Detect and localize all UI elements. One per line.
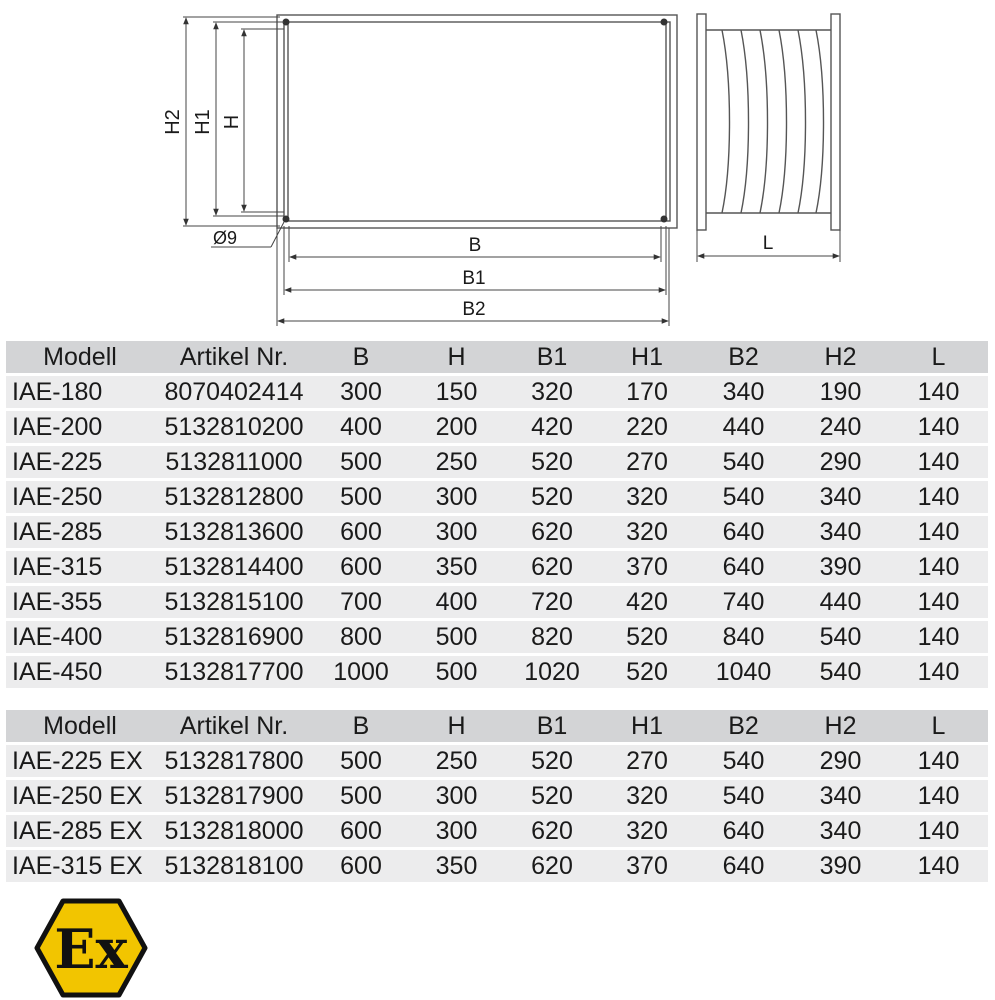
table-row bbox=[6, 656, 988, 688]
table-cell: IAE-250 bbox=[6, 481, 154, 513]
table-cell: 1000 bbox=[314, 656, 408, 688]
table-cell: 700 bbox=[314, 586, 408, 618]
table-cell: 5132817800 bbox=[154, 745, 314, 777]
column-header: H2 bbox=[792, 710, 889, 742]
table-cell: IAE-225 bbox=[6, 446, 154, 478]
table-cell: IAE-400 bbox=[6, 621, 154, 653]
table-cell: 620 bbox=[505, 850, 599, 882]
side-view bbox=[697, 14, 840, 230]
table-cell: 350 bbox=[408, 551, 505, 583]
table-cell: 300 bbox=[408, 481, 505, 513]
table-cell: IAE-315 bbox=[6, 551, 154, 583]
table-cell: 620 bbox=[505, 516, 599, 548]
table-row bbox=[6, 815, 988, 847]
table-cell: 5132817900 bbox=[154, 780, 314, 812]
dimension-label-l: L bbox=[762, 233, 774, 254]
table-cell: 720 bbox=[505, 586, 599, 618]
table-cell: IAE-315 EX bbox=[6, 850, 154, 882]
table-row bbox=[6, 551, 988, 583]
table-cell: 640 bbox=[695, 815, 792, 847]
dimension-label-b1: B1 bbox=[462, 268, 486, 289]
table-cell: 500 bbox=[314, 481, 408, 513]
table-cell: 520 bbox=[505, 745, 599, 777]
table-cell: 620 bbox=[505, 815, 599, 847]
table-cell: 400 bbox=[408, 586, 505, 618]
table-cell: IAE-180 bbox=[6, 376, 154, 408]
table-cell: 520 bbox=[599, 656, 695, 688]
table-cell: IAE-225 EX bbox=[6, 745, 154, 777]
table-cell: 140 bbox=[889, 621, 988, 653]
table-cell: 740 bbox=[695, 586, 792, 618]
mounting-holes bbox=[283, 19, 668, 223]
table-cell: 370 bbox=[599, 850, 695, 882]
column-header: B bbox=[314, 341, 408, 373]
table-cell: 500 bbox=[408, 621, 505, 653]
table-cell: 600 bbox=[314, 551, 408, 583]
table-cell: 340 bbox=[792, 481, 889, 513]
table-cell: 320 bbox=[599, 815, 695, 847]
table-cell: 340 bbox=[792, 516, 889, 548]
table-cell: 320 bbox=[505, 376, 599, 408]
column-header: L bbox=[889, 341, 988, 373]
column-header: L bbox=[889, 710, 988, 742]
table-cell: 190 bbox=[792, 376, 889, 408]
table-cell: 140 bbox=[889, 551, 988, 583]
table-cell: 250 bbox=[408, 446, 505, 478]
table-cell: 140 bbox=[889, 411, 988, 443]
table-cell: 5132814400 bbox=[154, 551, 314, 583]
table-cell: 140 bbox=[889, 656, 988, 688]
table-cell: 5132818100 bbox=[154, 850, 314, 882]
technical-drawing bbox=[0, 0, 995, 340]
table-cell: 350 bbox=[408, 850, 505, 882]
table-cell: 5132810200 bbox=[154, 411, 314, 443]
table-cell: 340 bbox=[792, 780, 889, 812]
table-cell: 140 bbox=[889, 586, 988, 618]
dimension-label-b2: B2 bbox=[462, 299, 486, 320]
table-cell: 170 bbox=[599, 376, 695, 408]
table-cell: 520 bbox=[505, 481, 599, 513]
ex-logo-text: Ex bbox=[54, 917, 128, 981]
table-cell: 500 bbox=[314, 745, 408, 777]
table-cell: 600 bbox=[314, 850, 408, 882]
column-header: Modell bbox=[6, 341, 154, 373]
table-cell: 320 bbox=[599, 516, 695, 548]
table-cell: 440 bbox=[695, 411, 792, 443]
table-cell: 440 bbox=[792, 586, 889, 618]
table-cell: 420 bbox=[599, 586, 695, 618]
table-row bbox=[6, 376, 988, 408]
table-cell: 220 bbox=[599, 411, 695, 443]
table-cell: 540 bbox=[695, 481, 792, 513]
table-cell: 540 bbox=[792, 621, 889, 653]
front-view bbox=[277, 15, 677, 228]
column-header: B1 bbox=[505, 341, 599, 373]
column-header: B bbox=[314, 710, 408, 742]
table-cell: 390 bbox=[792, 551, 889, 583]
table-cell: 5132816900 bbox=[154, 621, 314, 653]
table-cell: 320 bbox=[599, 481, 695, 513]
table-cell: 140 bbox=[889, 376, 988, 408]
table-cell: 500 bbox=[314, 780, 408, 812]
table-cell: 340 bbox=[792, 815, 889, 847]
spec-table-body bbox=[6, 341, 988, 688]
table-cell: 1020 bbox=[505, 656, 599, 688]
column-header: Modell bbox=[6, 710, 154, 742]
table-cell: 340 bbox=[695, 376, 792, 408]
column-header: H1 bbox=[599, 341, 695, 373]
hole-diameter-label: Ø9 bbox=[213, 228, 238, 248]
dimension-label-h1: H1 bbox=[192, 109, 214, 135]
table-cell: 600 bbox=[314, 815, 408, 847]
table-cell: 290 bbox=[792, 446, 889, 478]
table-cell: 140 bbox=[889, 815, 988, 847]
table-cell: 270 bbox=[599, 745, 695, 777]
column-header: Artikel Nr. bbox=[154, 341, 314, 373]
table-cell: 140 bbox=[889, 780, 988, 812]
table-cell: 520 bbox=[505, 780, 599, 812]
table-row bbox=[6, 516, 988, 548]
table-cell: 140 bbox=[889, 850, 988, 882]
table-cell: 520 bbox=[599, 621, 695, 653]
table-cell: IAE-450 bbox=[6, 656, 154, 688]
spec-table-body bbox=[6, 710, 988, 882]
table-row bbox=[6, 850, 988, 882]
table-cell: 240 bbox=[792, 411, 889, 443]
table-row bbox=[6, 780, 988, 812]
table-cell: 300 bbox=[408, 780, 505, 812]
dimension-label-h: H bbox=[221, 114, 243, 130]
table-cell: 420 bbox=[505, 411, 599, 443]
mounting-hole bbox=[283, 216, 290, 223]
table-cell: 140 bbox=[889, 516, 988, 548]
table-row bbox=[6, 586, 988, 618]
spec-table-ex bbox=[6, 707, 988, 885]
table-cell: 520 bbox=[505, 446, 599, 478]
table-header-row bbox=[6, 341, 988, 373]
table-cell: 150 bbox=[408, 376, 505, 408]
column-header: Artikel Nr. bbox=[154, 710, 314, 742]
table-cell: IAE-355 bbox=[6, 586, 154, 618]
table-cell: 5132815100 bbox=[154, 586, 314, 618]
table-cell: 1040 bbox=[695, 656, 792, 688]
table-cell: 300 bbox=[408, 516, 505, 548]
table-cell: 540 bbox=[695, 446, 792, 478]
column-header: B2 bbox=[695, 710, 792, 742]
table-cell: IAE-200 bbox=[6, 411, 154, 443]
table-cell: 140 bbox=[889, 745, 988, 777]
table-cell: 640 bbox=[695, 551, 792, 583]
ex-hexagon-logo bbox=[34, 898, 148, 998]
table-cell: 540 bbox=[695, 745, 792, 777]
table-cell: 800 bbox=[314, 621, 408, 653]
table-cell: 390 bbox=[792, 850, 889, 882]
column-header: H2 bbox=[792, 341, 889, 373]
table-cell: 300 bbox=[314, 376, 408, 408]
table-cell: 540 bbox=[695, 780, 792, 812]
table-cell: 840 bbox=[695, 621, 792, 653]
column-header: B2 bbox=[695, 341, 792, 373]
table-row bbox=[6, 446, 988, 478]
table-row bbox=[6, 481, 988, 513]
table-cell: 500 bbox=[314, 446, 408, 478]
table-cell: 320 bbox=[599, 780, 695, 812]
spec-table-standard bbox=[6, 338, 988, 691]
table-row bbox=[6, 621, 988, 653]
mounting-hole bbox=[661, 19, 668, 26]
table-cell: 820 bbox=[505, 621, 599, 653]
table-cell: 5132818000 bbox=[154, 815, 314, 847]
table-cell: 600 bbox=[314, 516, 408, 548]
table-cell: 400 bbox=[314, 411, 408, 443]
table-cell: 200 bbox=[408, 411, 505, 443]
table-cell: 5132811000 bbox=[154, 446, 314, 478]
table-cell: 140 bbox=[889, 481, 988, 513]
table-cell: 640 bbox=[695, 516, 792, 548]
table-row bbox=[6, 745, 988, 777]
table-cell: 370 bbox=[599, 551, 695, 583]
table-cell: 5132812800 bbox=[154, 481, 314, 513]
dimension-label-h2: H2 bbox=[162, 109, 184, 135]
table-cell: 290 bbox=[792, 745, 889, 777]
table-header-row bbox=[6, 710, 988, 742]
table-cell: 270 bbox=[599, 446, 695, 478]
table-cell: IAE-285 EX bbox=[6, 815, 154, 847]
table-cell: 8070402414 bbox=[154, 376, 314, 408]
table-cell: 540 bbox=[792, 656, 889, 688]
table-cell: 5132813600 bbox=[154, 516, 314, 548]
table-cell: 250 bbox=[408, 745, 505, 777]
column-header: H bbox=[408, 710, 505, 742]
table-row bbox=[6, 411, 988, 443]
table-cell: 5132817700 bbox=[154, 656, 314, 688]
table-cell: IAE-285 bbox=[6, 516, 154, 548]
column-header: B1 bbox=[505, 710, 599, 742]
dimension-label-b: B bbox=[468, 235, 482, 256]
mounting-hole bbox=[661, 216, 668, 223]
table-cell: 640 bbox=[695, 850, 792, 882]
table-cell: 500 bbox=[408, 656, 505, 688]
column-header: H bbox=[408, 341, 505, 373]
column-header: H1 bbox=[599, 710, 695, 742]
table-cell: IAE-250 EX bbox=[6, 780, 154, 812]
table-cell: 140 bbox=[889, 446, 988, 478]
table-cell: 620 bbox=[505, 551, 599, 583]
table-cell: 300 bbox=[408, 815, 505, 847]
